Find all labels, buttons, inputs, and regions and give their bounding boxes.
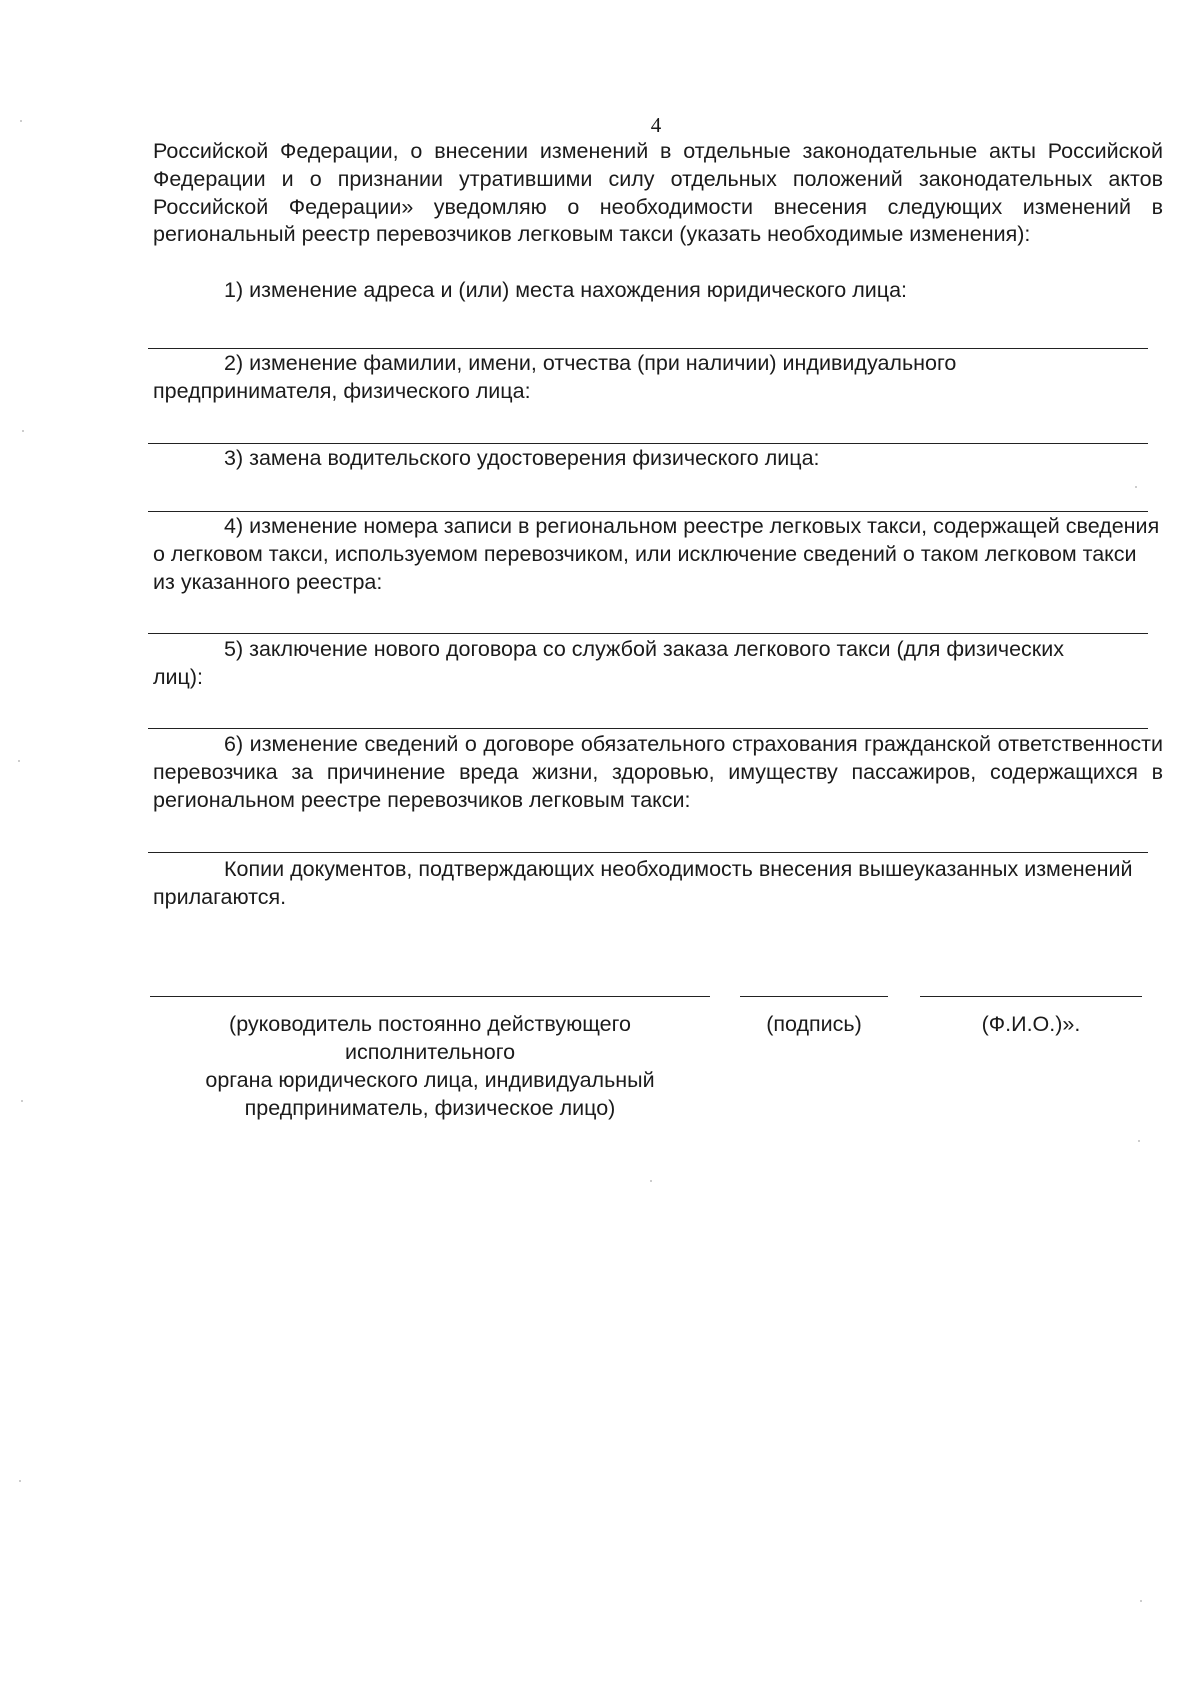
head-position-line <box>150 996 710 997</box>
item-6-text: 6) изменение сведений о договоре обязательного страхования гражданской ответственности перевозчика за причинение вреда жизни, здоровью, имуществу пассажиров, содержащихся в региональном реестре перевозчиков легковым такси: <box>153 732 1163 812</box>
scan-speck <box>19 1480 21 1482</box>
item-2-fill-line <box>148 443 1148 444</box>
scan-speck <box>1140 1600 1142 1602</box>
head-caption-line-1: (руководитель постоянно действующего <box>229 1012 631 1036</box>
scan-speck <box>1138 1140 1140 1142</box>
signature-caption: (подпись) <box>766 1012 862 1036</box>
scan-speck <box>20 120 22 122</box>
head-position-caption <box>150 1010 710 1122</box>
scan-speck <box>650 1180 652 1182</box>
signature-line <box>740 996 888 997</box>
item-2-text: 2) изменение фамилии, имени, отчества (при наличии) индивидуального предпринимателя, физического лица: <box>153 351 957 403</box>
scan-speck <box>1135 486 1137 488</box>
full-name-line <box>920 996 1142 997</box>
scan-speck <box>22 430 24 432</box>
head-caption-line-3: органа юридического лица, индивидуальный <box>205 1068 655 1092</box>
head-caption-line-4: предприниматель, физическое лицо) <box>244 1096 616 1120</box>
full-name-caption: (Ф.И.О.)». <box>981 1012 1081 1036</box>
copies-attached-paragraph: Копии документов, подтверждающих необходимость внесения вышеуказанных изменений прилагаются. <box>153 857 1133 909</box>
item-3-text: 3) замена водительского удостоверения физического лица: <box>224 446 820 470</box>
scan-speck <box>21 1100 23 1102</box>
item-1-fill-line <box>148 348 1148 349</box>
item-4-fill-line <box>148 633 1148 634</box>
item-4-text: 4) изменение номера записи в региональном реестре легковых такси, содержащей сведения о легковом такси, используемом перевозчиком, или исключение сведений о таком легковом такси из указанного реестра: <box>153 514 1160 594</box>
item-1-text: 1) изменение адреса и (или) места нахождения юридического лица: <box>224 278 908 302</box>
item-3-fill-line <box>148 511 1148 512</box>
scan-speck <box>18 760 20 762</box>
item-5-text: 5) заключение нового договора со службой заказа легкового такси (для физических лиц): <box>153 637 1064 689</box>
head-caption-line-2: исполнительного <box>344 1040 516 1064</box>
page-number: 4 <box>650 113 662 137</box>
item-5-fill-line <box>148 728 1148 729</box>
intro-paragraph: Российской Федерации, о внесении изменений в отдельные законодательные акты Российской Федерации и о признании утратившими силу отдельных положений законодательных актов Российской Федерации» уведомляю о необходимости внесения следующих изменений в региональный реестр перевозчиков легковым такси (указать необходимые изменения): <box>153 139 1163 247</box>
item-6-fill-line <box>148 852 1148 853</box>
